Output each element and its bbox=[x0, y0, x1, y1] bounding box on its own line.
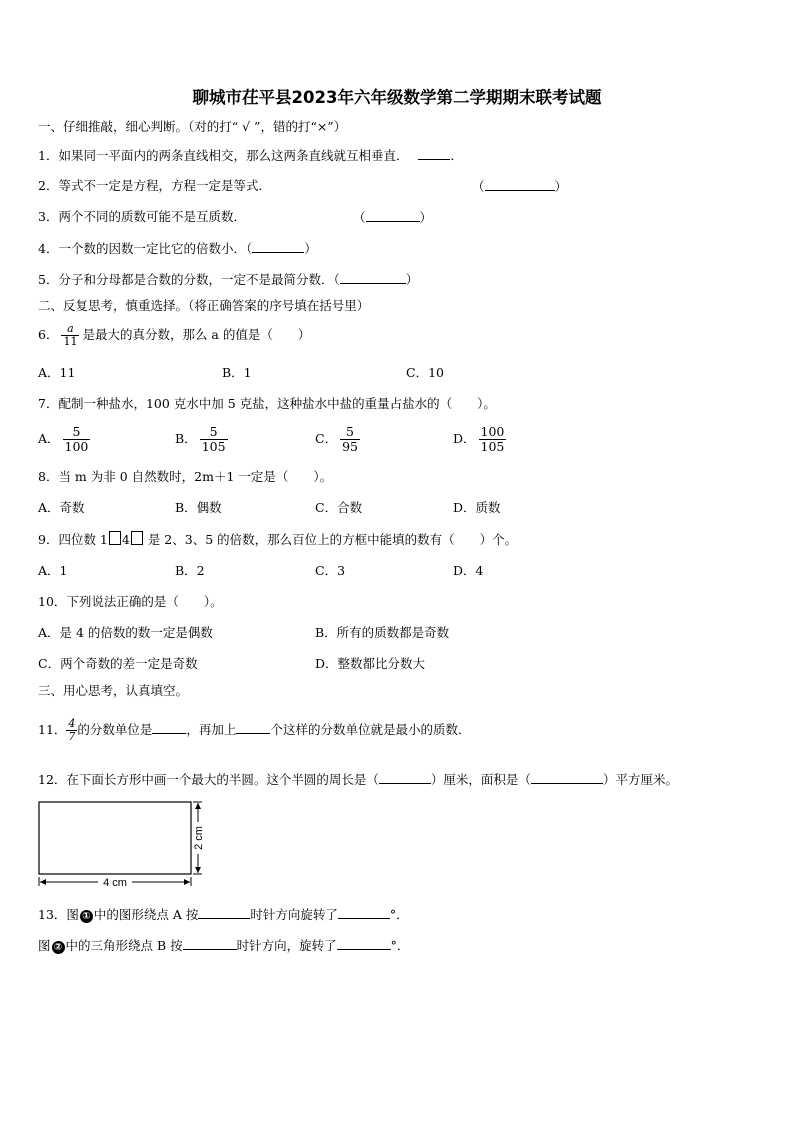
answer-blank[interactable] bbox=[337, 937, 391, 950]
figure-2-marker: ② bbox=[52, 941, 65, 954]
fraction-denominator: 105 bbox=[201, 439, 226, 454]
answer-blank[interactable] bbox=[366, 209, 420, 222]
question-1-text: 1．如果同一平面内的两条直线相交，那么这两条直线就互相垂直． bbox=[38, 148, 409, 163]
question-13-text: 中的图形绕点 A 按 bbox=[93, 907, 199, 922]
arrow-down-icon bbox=[195, 867, 201, 873]
question-3-answer bbox=[353, 209, 432, 226]
fraction-denominator: 100 bbox=[64, 439, 89, 454]
option-a[interactable]: A．11 bbox=[38, 365, 76, 380]
question-13-text: 时针方向，旋转了 bbox=[236, 938, 337, 953]
answer-blank[interactable] bbox=[236, 721, 270, 734]
question-3-text: 3．两个不同的质数可能不是互质数． bbox=[38, 209, 246, 224]
option-a[interactable] bbox=[38, 424, 93, 454]
fraction-denominator: 105 bbox=[480, 439, 505, 454]
question-7: 7．配制一种盐水，100 克水中加 5 克盐，这种盐水中盐的重量占盐水的（ ）。 bbox=[38, 396, 496, 411]
paren-open: （ bbox=[333, 272, 340, 287]
fraction-denominator: 7 bbox=[68, 730, 76, 743]
question-1 bbox=[38, 147, 463, 164]
question-9-text-end: 是 2、3、5 的倍数，那么百位上的方框中能填的数有（ ）个。 bbox=[143, 532, 518, 547]
option-label: A． bbox=[38, 431, 60, 446]
question-11-text: 个这样的分数单位就是最小的质数． bbox=[270, 722, 471, 737]
question-13-text: °． bbox=[390, 938, 410, 953]
question-4 bbox=[38, 240, 317, 257]
question-13 bbox=[38, 906, 409, 923]
question-13-text: 13．图 bbox=[38, 907, 79, 922]
question-number: 6． bbox=[38, 327, 59, 342]
question-11 bbox=[38, 710, 470, 750]
answer-blank[interactable] bbox=[338, 906, 390, 919]
section-heading-choice: 二、反复思考，慎重选择。（将正确答案的序号填在括号里） bbox=[38, 298, 370, 313]
width-label: 4 cm bbox=[103, 877, 127, 889]
question-12-text: 12．在下面长方形中画一个最大的半圆。这个半圆的周长是（ bbox=[38, 772, 379, 787]
question-12 bbox=[38, 771, 678, 788]
question-10: 10．下列说法正确的是（ ）。 bbox=[38, 594, 223, 609]
question-3 bbox=[38, 209, 246, 225]
digit-box bbox=[131, 531, 143, 545]
paren-open: （ bbox=[353, 210, 366, 225]
question-12-text: ）平方厘米。 bbox=[602, 772, 678, 787]
rectangle bbox=[39, 802, 191, 874]
option-d[interactable]: D．质数 bbox=[453, 500, 501, 515]
fraction-numerator: 5 bbox=[209, 424, 218, 439]
fraction-denominator: 95 bbox=[342, 439, 358, 454]
question-13-text: 中的三角形绕点 B 按 bbox=[65, 938, 183, 953]
answer-blank[interactable] bbox=[340, 271, 406, 284]
question-2 bbox=[38, 178, 271, 194]
option-label: D． bbox=[453, 431, 476, 446]
rectangle-figure bbox=[30, 796, 220, 892]
fraction-numerator: 100 bbox=[480, 424, 505, 439]
fraction-numerator: 5 bbox=[72, 424, 81, 439]
paren-close: ） bbox=[405, 272, 419, 287]
page-title: 聊城市茌平县2023年六年级数学第二学期期末联考试题 bbox=[192, 88, 602, 107]
question-4-text: 4．一个数的因数一定比它的倍数小． bbox=[38, 241, 246, 256]
question-9 bbox=[38, 531, 517, 548]
question-11-text: ，再加上 bbox=[186, 722, 237, 737]
question-13-text: 图 bbox=[38, 938, 51, 953]
question-6 bbox=[38, 320, 310, 350]
question-13-text: °． bbox=[389, 907, 409, 922]
option-b[interactable]: B．2 bbox=[175, 563, 205, 578]
fraction bbox=[66, 718, 77, 743]
fraction-numerator: 4 bbox=[68, 717, 76, 730]
answer-blank[interactable] bbox=[531, 771, 603, 784]
option-a[interactable]: A．奇数 bbox=[38, 500, 85, 515]
digit-box bbox=[109, 531, 121, 545]
paren-close: ） bbox=[419, 210, 433, 225]
question-9-text-start: 9．四位数 1 bbox=[38, 532, 108, 547]
option-label: B． bbox=[175, 431, 197, 446]
question-9-digit: 4 bbox=[121, 532, 130, 547]
question-6-text: 是最大的真分数，那么 a 的值是（ ） bbox=[82, 327, 311, 342]
question-11-text: 的分数单位是 bbox=[77, 722, 153, 737]
question-2-answer bbox=[472, 178, 567, 195]
option-d[interactable]: D．4 bbox=[453, 563, 484, 578]
option-b[interactable]: B．偶数 bbox=[175, 500, 222, 515]
fraction bbox=[479, 425, 507, 454]
fraction-numerator: a bbox=[67, 322, 74, 335]
question-2-text: 2．等式不一定是方程，方程一定是等式． bbox=[38, 178, 271, 193]
question-8: 8．当 m 为非 0 自然数时，2m＋1 一定是（ ）。 bbox=[38, 469, 333, 484]
fraction bbox=[61, 323, 79, 348]
option-c[interactable]: C．3 bbox=[315, 563, 346, 578]
option-b[interactable]: B．1 bbox=[222, 365, 252, 380]
paren-close: ） bbox=[304, 241, 317, 256]
option-d[interactable]: D．整数都比分数大 bbox=[315, 656, 426, 671]
question-13-text: 时针方向旋转了 bbox=[250, 907, 338, 922]
section-heading-fill: 三、用心思考，认真填空。 bbox=[38, 683, 189, 698]
paren-close: ） bbox=[554, 179, 568, 194]
question-number: 11． bbox=[38, 722, 67, 737]
fraction-numerator: 5 bbox=[346, 424, 354, 439]
option-b[interactable] bbox=[175, 424, 231, 454]
answer-blank[interactable] bbox=[183, 937, 237, 950]
paren-open: （ bbox=[245, 241, 253, 256]
option-c[interactable]: C．合数 bbox=[315, 500, 363, 515]
answer-blank[interactable] bbox=[418, 147, 450, 160]
arrow-up-icon bbox=[195, 803, 201, 809]
option-d[interactable] bbox=[453, 424, 509, 454]
option-b[interactable]: B．所有的质数都是奇数 bbox=[315, 625, 450, 640]
section-heading-judgment: 一、仔细推敲，细心判断。（对的打“ √ ”，错的打“×”） bbox=[38, 119, 347, 134]
fraction bbox=[63, 425, 91, 454]
option-c[interactable]: C．10 bbox=[406, 365, 444, 380]
fraction-denominator: 11 bbox=[63, 335, 78, 348]
fraction bbox=[200, 425, 228, 454]
question-13-part-2 bbox=[38, 937, 409, 954]
answer-blank[interactable] bbox=[152, 721, 186, 734]
answer-blank[interactable] bbox=[379, 771, 431, 784]
option-a[interactable]: A．1 bbox=[38, 563, 68, 578]
option-a[interactable]: A．是 4 的倍数的数一定是偶数 bbox=[38, 625, 213, 640]
arrow-left-icon bbox=[40, 879, 46, 885]
fraction bbox=[340, 425, 360, 454]
height-label: 2 cm bbox=[193, 826, 205, 850]
option-label: C． bbox=[315, 431, 338, 446]
paren-open: （ bbox=[472, 179, 485, 194]
question-5-text: 5．分子和分母都是合数的分数，一定不是最简分数． bbox=[38, 272, 334, 287]
question-12-text: ）厘米，面积是（ bbox=[430, 772, 531, 787]
question-1-end: ． bbox=[450, 148, 463, 163]
answer-blank[interactable] bbox=[198, 906, 250, 919]
option-c[interactable] bbox=[315, 424, 363, 454]
question-5 bbox=[38, 271, 418, 288]
arrow-right-icon bbox=[184, 879, 190, 885]
option-c[interactable]: C．两个奇数的差一定是奇数 bbox=[38, 656, 198, 671]
answer-blank[interactable] bbox=[252, 240, 304, 253]
answer-blank[interactable] bbox=[485, 178, 555, 191]
figure-1-marker: ① bbox=[80, 910, 93, 923]
